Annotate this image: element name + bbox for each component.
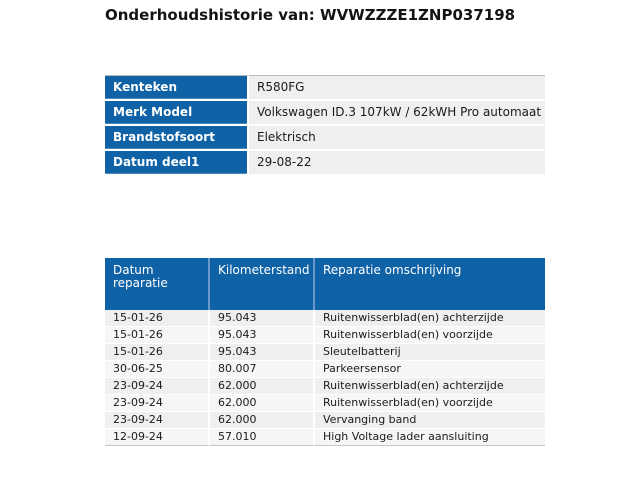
- vehicle-info-row: [105, 75, 545, 101]
- repair-datum: 23-09-24: [105, 412, 210, 429]
- repair-datum: 30-06-25: [105, 361, 210, 378]
- repair-kilometerstand: 95.043: [210, 310, 315, 327]
- column-header-kilometerstand: Kilometerstand: [210, 258, 315, 310]
- page-title: Onderhoudshistorie van: WVWZZZE1ZNP037198: [105, 6, 516, 24]
- vehicle-info-label: Merk Model: [105, 101, 249, 126]
- vehicle-info-value: R580FG: [249, 75, 545, 101]
- repair-kilometerstand: 80.007: [210, 361, 315, 378]
- repair-datum: 15-01-26: [105, 327, 210, 344]
- repair-row: [105, 344, 545, 361]
- repair-datum: 23-09-24: [105, 395, 210, 412]
- vehicle-info-label: Datum deel1: [105, 151, 249, 176]
- repair-row: [105, 361, 545, 378]
- repair-omschrijving: Sleutelbatterij: [315, 344, 545, 361]
- repair-kilometerstand: 62.000: [210, 395, 315, 412]
- repair-omschrijving: Ruitenwisserblad(en) achterzijde: [315, 378, 545, 395]
- repair-row: [105, 378, 545, 395]
- repair-datum: 23-09-24: [105, 378, 210, 395]
- repair-omschrijving: High Voltage lader aansluiting: [315, 429, 545, 446]
- repair-omschrijving: Ruitenwisserblad(en) voorzijde: [315, 395, 545, 412]
- vehicle-info-table: [105, 75, 545, 176]
- repair-omschrijving: Vervanging band: [315, 412, 545, 429]
- repair-row: [105, 310, 545, 327]
- repair-omschrijving: Ruitenwisserblad(en) achterzijde: [315, 310, 545, 327]
- repair-history-table: [105, 258, 545, 446]
- vehicle-info-label: Kenteken: [105, 75, 249, 101]
- repair-kilometerstand: 95.043: [210, 344, 315, 361]
- repair-kilometerstand: 95.043: [210, 327, 315, 344]
- repair-header-row: [105, 258, 545, 310]
- column-header-datum-reparatie: Datum reparatie: [105, 258, 210, 310]
- repair-row: [105, 395, 545, 412]
- repair-omschrijving: Parkeersensor: [315, 361, 545, 378]
- vehicle-info-row: [105, 101, 545, 126]
- column-header-reparatie-omschrijving: Reparatie omschrijving: [315, 258, 545, 310]
- repair-datum: 15-01-26: [105, 310, 210, 327]
- vehicle-info-value: Volkswagen ID.3 107kW / 62kWH Pro automaat: [249, 101, 545, 126]
- vehicle-info-value: 29-08-22: [249, 151, 545, 176]
- repair-kilometerstand: 57.010: [210, 429, 315, 446]
- repair-row: [105, 412, 545, 429]
- vehicle-info-label: Brandstofsoort: [105, 126, 249, 151]
- vehicle-info-value: Elektrisch: [249, 126, 545, 151]
- vehicle-info-row: [105, 151, 545, 176]
- repair-kilometerstand: 62.000: [210, 378, 315, 395]
- repair-omschrijving: Ruitenwisserblad(en) voorzijde: [315, 327, 545, 344]
- vehicle-info-row: [105, 126, 545, 151]
- repair-datum: 12-09-24: [105, 429, 210, 446]
- repair-kilometerstand: 62.000: [210, 412, 315, 429]
- repair-row: [105, 327, 545, 344]
- repair-row: [105, 429, 545, 446]
- repair-datum: 15-01-26: [105, 344, 210, 361]
